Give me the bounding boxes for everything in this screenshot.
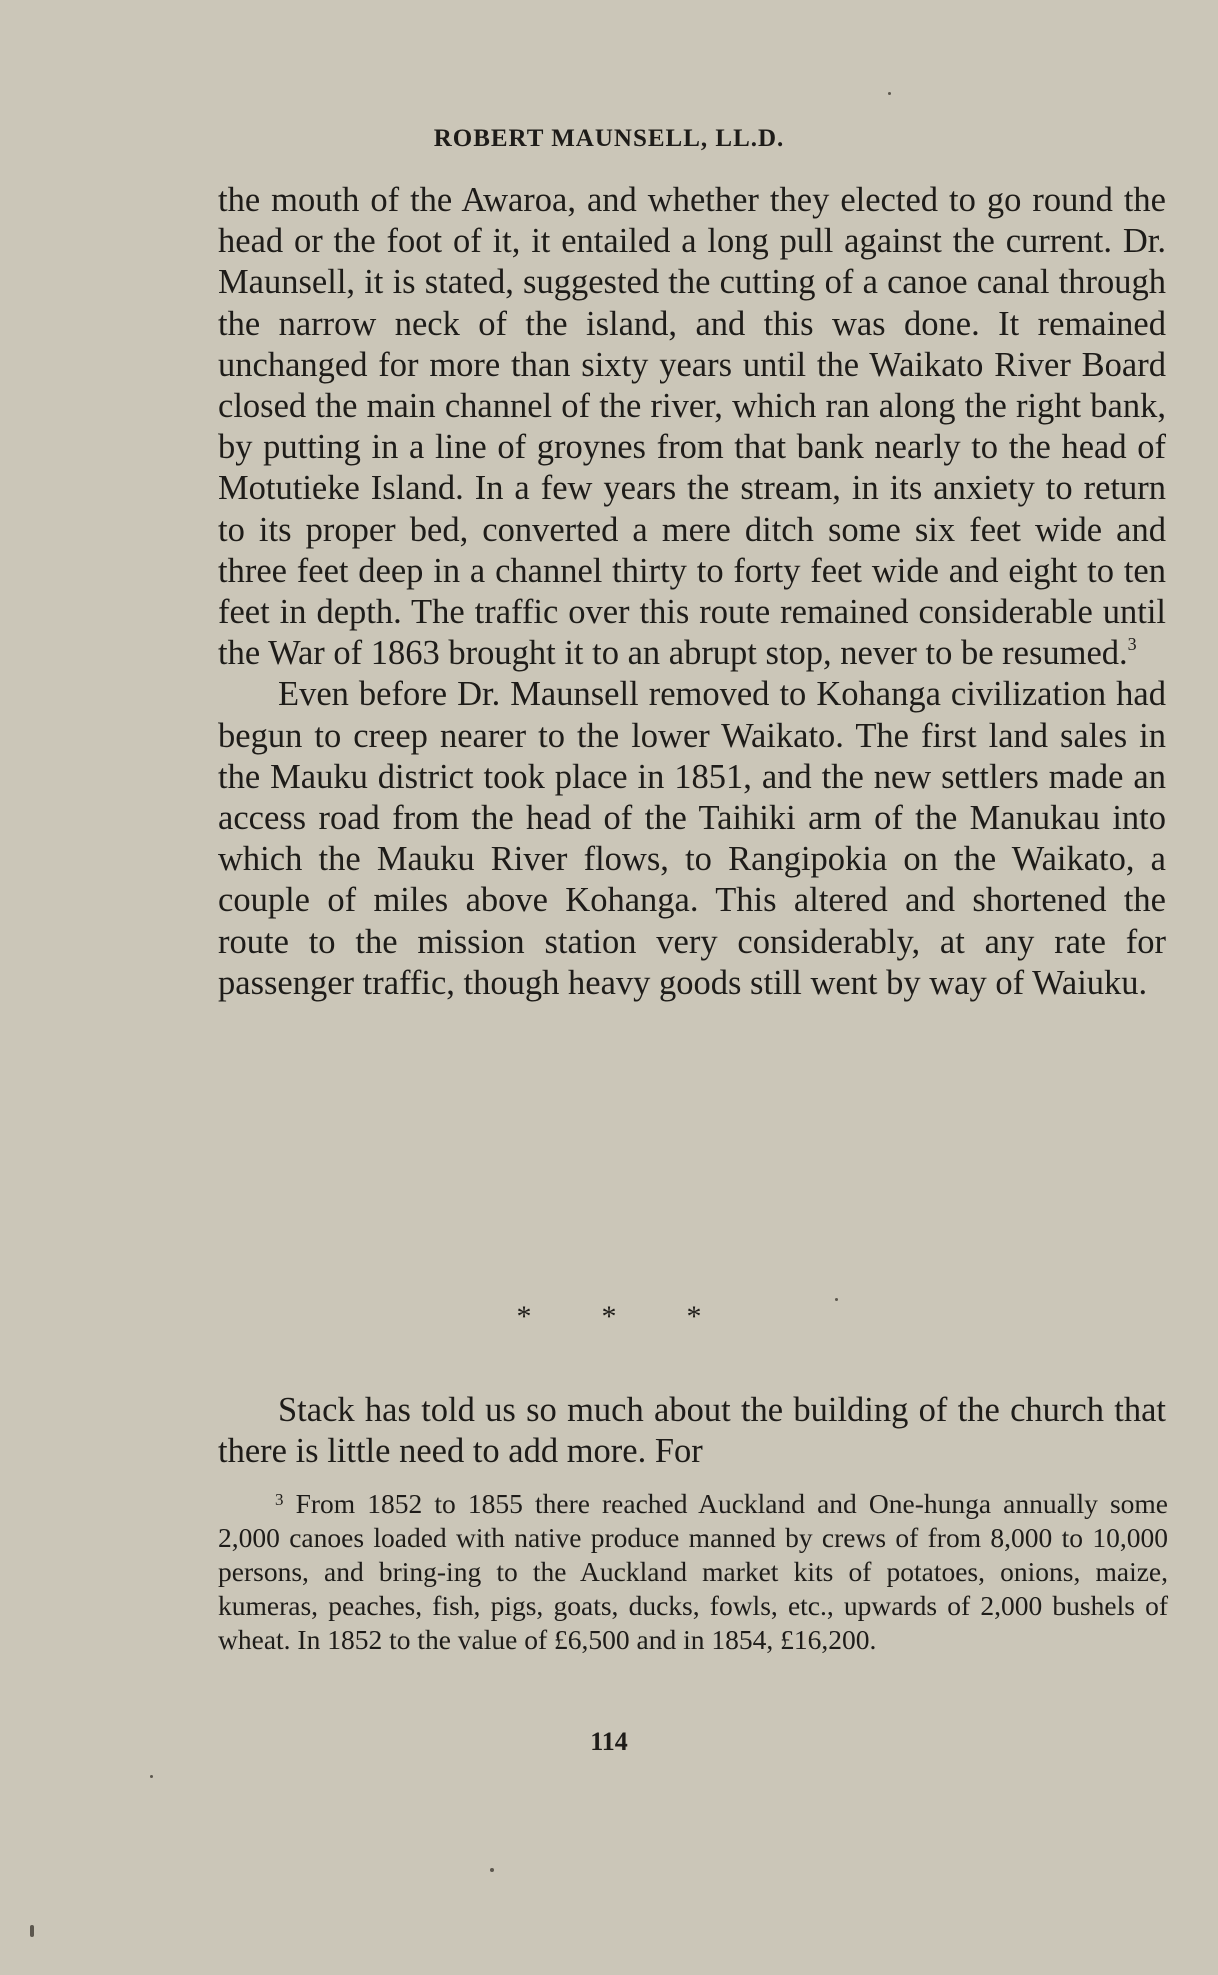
paragraph-continued (218, 180, 1166, 674)
running-head: ROBERT MAUNSELL, LL.D. (433, 125, 785, 152)
paper-speck (490, 1868, 494, 1872)
paragraph: Stack has told us so much about the building of the church that there is little need to add more. For (218, 1391, 1166, 1471)
asterisk: * (686, 1300, 702, 1333)
paper-speck (888, 92, 891, 95)
footnote-marker: 3 (275, 1490, 284, 1509)
paragraph-text: the mouth of the Awaroa, and whether they elected to go round the head or the foot of it, it entailed a long pull against the current. Dr. Maunsell, it is stated, suggested the cutting of a canoe canal through the narrow neck of the island, and this was done. It remained unchanged for more than sixty years until the Waikato River Board closed the main channel of the river, which ran along the right bank, by putting in a line of groynes from that bank nearly to the head of Motutieke Island. In a few years the stream, in its anxiety to return to its proper bed, converted a mere ditch some six feet wide and three feet deep in a channel thirty to forty feet wide and eight to ten feet in depth. The traffic over this route remained considerable until the War of 1863 brought it to an abrupt stop, never to be resumed. (218, 181, 1166, 673)
section-break (0, 1300, 1218, 1334)
paper-speck (30, 1925, 34, 1937)
asterisk: * (601, 1300, 687, 1333)
paper-speck (835, 1298, 838, 1301)
page-number: 114 (590, 1727, 628, 1756)
footnote-text: From 1852 to 1855 there reached Auckland and One-hunga annually some 2,000 canoes loaded with native produce manned by crews of from 8,000 to 10,000 persons, and bring-ing to the Auckland market kits of potatoes, onions, maize, kumeras, peaches, fish, pigs, goats, ducks, fowls, etc., upwards of 2,000 bushels of wheat. In 1852 to the value of £6,500 and in 1854, £16,200. (218, 1488, 1169, 1655)
asterisk: * (516, 1300, 602, 1333)
main-text (218, 180, 1166, 1004)
footnote-reference: 3 (1127, 634, 1137, 655)
footnote (218, 1487, 1168, 1657)
paragraph: Even before Dr. Maunsell removed to Kohanga civilization had begun to creep nearer to the lower Waikato. The first land sales in the Mauku district took place in 1851, and the new settlers made an access road from the head of the Taihiki arm of the Manukau into which the Mauku River flows, to Rangipokia on the Waikato, a couple of miles above Kohanga. This altered and shortened the route to the mission station very considerably, at any rate for passenger traffic, though heavy goods still went by way of Waiuku. (218, 675, 1166, 1002)
paper-speck (150, 1775, 153, 1778)
